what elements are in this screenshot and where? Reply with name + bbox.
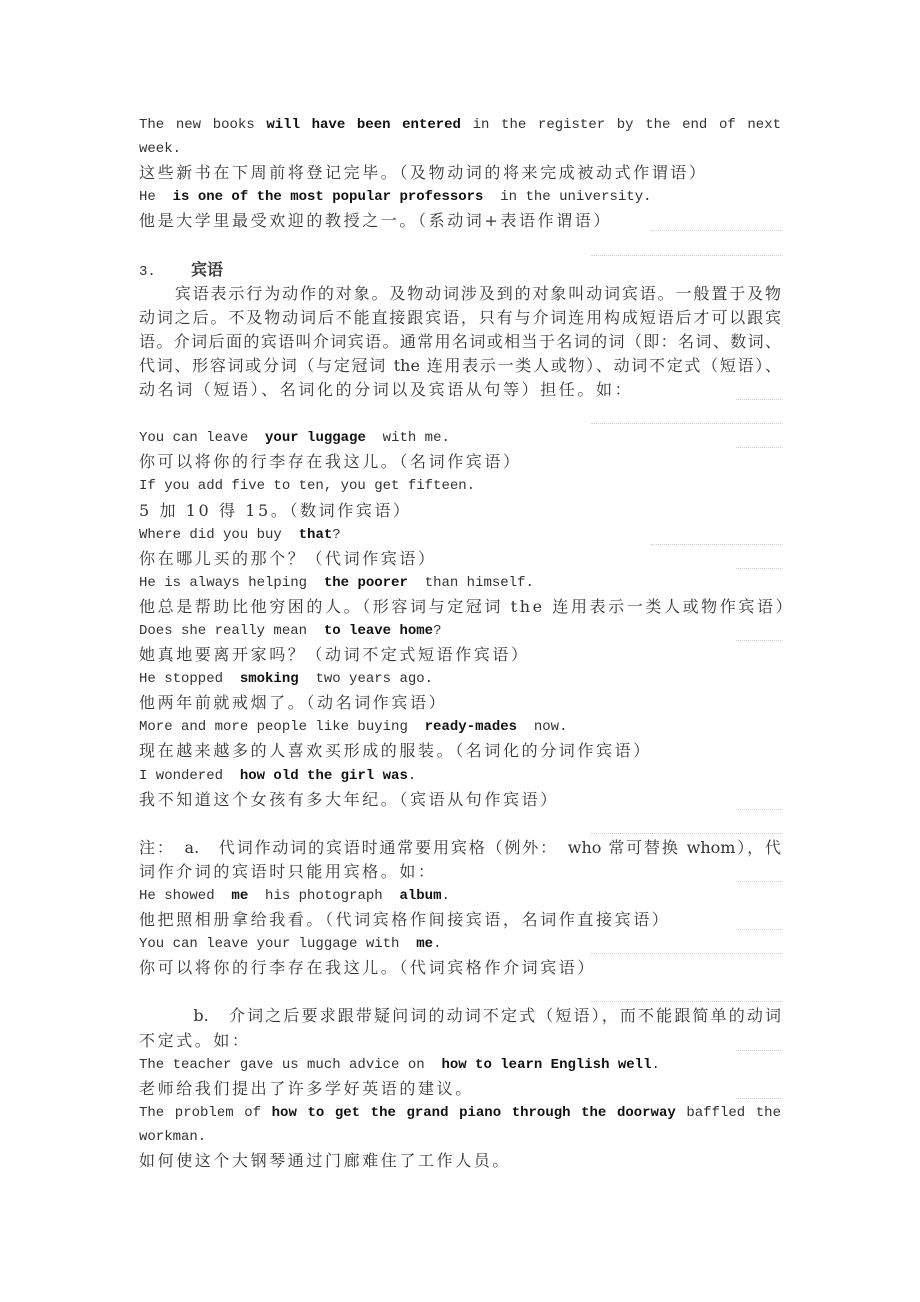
text-line [139,884,781,908]
emphasized-phrase: to leave home [323,622,434,639]
text-line [139,113,781,137]
text-line [139,547,781,571]
section-heading [139,258,781,282]
text-span: 我不知道这个女孩有多大年纪。（宾语从句作宾语） [139,789,559,809]
text-span: 5 加 10 得 15。（数词作宾语） [139,500,412,520]
text-span: He is always helping [139,574,324,591]
text-line [139,378,781,402]
text-span: He showed [139,888,232,904]
text-span: 你在哪儿买的那个？（代词作宾语） [139,548,437,568]
text-span: workman. [139,1128,207,1145]
dotted-rule [736,929,781,930]
document-page [139,113,795,1173]
text-span: 他是大学里最受欢迎的教授之一。（系动词+表语作谓语） [139,211,613,231]
text-span: More and more people like buying [139,719,425,736]
emphasized-phrase: me [231,888,249,904]
text-span: baffled the [675,1104,781,1121]
text-line [139,1101,781,1125]
text-line [139,908,781,932]
text-line [139,1149,781,1173]
text-span: in the university. [483,189,652,206]
text-span: now. [517,719,568,736]
text-span: 她真地要离开家吗？（动词不定式短语作宾语） [139,645,530,665]
text-line [139,1077,781,1101]
text-line [139,450,781,474]
text-span: Does she really mean [139,622,324,639]
emphasized-phrase: how to learn English well [441,1056,652,1073]
text-span: with me. [365,430,450,447]
text-span: b. 介词之后要求跟带疑问词的动词不定式（短语），而不能跟简单的动词 [139,1006,781,1026]
text-span: 宾语表示行为动作的对象。及物动词涉及到的对象叫动词宾语。一般置于及物 [139,283,781,303]
blank-line [139,812,781,836]
blank-line [139,233,781,257]
text-span: If you add five to ten, you get fifteen. [139,478,476,495]
text-span: . [407,767,417,784]
text-span: than himself. [407,574,534,591]
text-span: 词作介词的宾语时只能用宾格。如： [139,861,437,881]
text-span: The new books [139,117,267,133]
emphasized-phrase: how old the girl was [239,767,408,784]
dotted-rule [591,1001,781,1002]
dotted-rule [651,544,781,545]
emphasized-phrase: that [298,526,333,543]
text-line [139,282,781,306]
text-line [139,667,781,691]
text-line [139,1053,781,1077]
text-line [139,571,781,595]
text-span: He stopped [139,671,240,688]
text-line [139,1029,781,1053]
emphasized-phrase: the poorer [323,574,408,591]
text-line [139,956,781,980]
text-line [139,691,781,715]
text-span: 这些新书在下周前将登记完毕。（及物动词的将来完成被动式作谓语） [139,163,708,183]
dotted-rule [591,255,781,256]
dotted-rule [651,230,781,231]
text-span: He [139,189,173,206]
text-line [139,499,781,523]
text-span: in the register by the end of next [472,117,781,133]
text-line [139,595,795,619]
text-line [139,619,781,643]
text-span: 动名词（短语）、名词化的分词以及宾语从句等）担任。如： [139,380,634,400]
text-span: . [433,936,442,953]
text-line [139,185,781,209]
text-span: 不定式。如： [139,1030,251,1050]
text-line [139,764,781,788]
text-span: his photograph [248,888,400,904]
dotted-rule [736,809,781,810]
text-line [139,137,781,161]
dotted-rule [591,833,781,834]
blank-line [139,402,781,426]
emphasized-phrase: will have been entered [266,117,473,133]
text-span: 他总是帮助比他穷困的人。（形容词与定冠词 the 连用表示一类人或物作宾语） [139,596,795,616]
text-span: The problem of [139,1104,272,1121]
text-span: The teacher gave us much advice on [139,1056,442,1073]
dotted-rule [736,568,781,569]
text-line [139,330,781,354]
text-span: You can leave your luggage with [139,936,417,953]
dotted-rule [736,447,781,448]
text-span: 老师给我们提出了许多学好英语的建议。 [139,1078,474,1098]
text-span: ? [332,526,341,543]
text-span: You can leave [139,430,266,447]
text-span: two years ago. [298,671,434,688]
text-span: 他把照相册拿给我看。（代词宾格作间接宾语，名词作直接宾语） [139,910,671,930]
text-span: . [441,888,450,904]
blank-line [139,980,781,1004]
text-line [139,932,781,956]
text-span: 现在越来越多的人喜欢买形成的服装。（名词化的分词作宾语） [139,741,652,761]
text-line [139,523,781,547]
text-line [139,1004,781,1028]
text-span: . [651,1056,660,1073]
section-title: 宾语 [191,259,224,279]
text-span: 你可以将你的行李存在我这儿。（名词作宾语） [139,452,522,472]
text-span: week. [139,141,182,158]
text-line [139,161,781,185]
dotted-rule [736,881,781,882]
text-line [139,426,781,450]
dotted-rule [591,423,781,424]
text-line [139,209,781,233]
text-line [139,739,781,763]
text-line [139,354,781,378]
text-line [139,788,781,812]
text-line [139,306,781,330]
text-line [139,860,781,884]
text-line [139,643,781,667]
section-number: 3. [139,263,156,280]
text-span: 语。介词后面的宾语叫介词宾语。通常用名词或相当于名词的词（即：名词、数词、 [139,331,781,351]
text-span: 你可以将你的行李存在我这儿。（代词宾格作介词宾语） [139,958,597,978]
dotted-rule [736,640,781,641]
dotted-rule [736,399,781,400]
text-line [139,1125,781,1149]
emphasized-phrase: smoking [239,671,299,688]
text-span: 他两年前就戒烟了。（动名词作宾语） [139,693,448,713]
text-span: 注： a. 代词作动词的宾语时通常要用宾格（例外： who 常可替换 whom），代 [139,837,781,857]
text-span: 如何使这个大钢琴通过门廊难住了工作人员。 [139,1151,512,1171]
text-line [139,836,781,860]
dotted-rule [591,953,781,954]
dotted-rule [736,1098,781,1099]
emphasized-phrase: ready-mades [424,719,518,736]
emphasized-phrase: is one of the most popular professors [172,189,484,206]
emphasized-phrase: me [416,936,434,953]
emphasized-phrase: how to get the grand piano through the doorway [271,1104,676,1121]
text-span: Where did you buy [139,526,299,543]
text-span: 代词、形容词或分词（与定冠词 the 连用表示一类人或物）、动词不定式（短语）、 [139,355,781,375]
text-span: 动词之后。不及物动词后不能直接跟宾语，只有与介词连用构成短语后才可以跟宾 [139,307,781,327]
dotted-rule [736,1050,781,1051]
emphasized-phrase: album [399,888,442,904]
text-span: I wondered [139,767,240,784]
emphasized-phrase: your luggage [265,430,366,447]
text-line [139,474,781,498]
text-line [139,715,781,739]
text-span: ? [433,622,442,639]
